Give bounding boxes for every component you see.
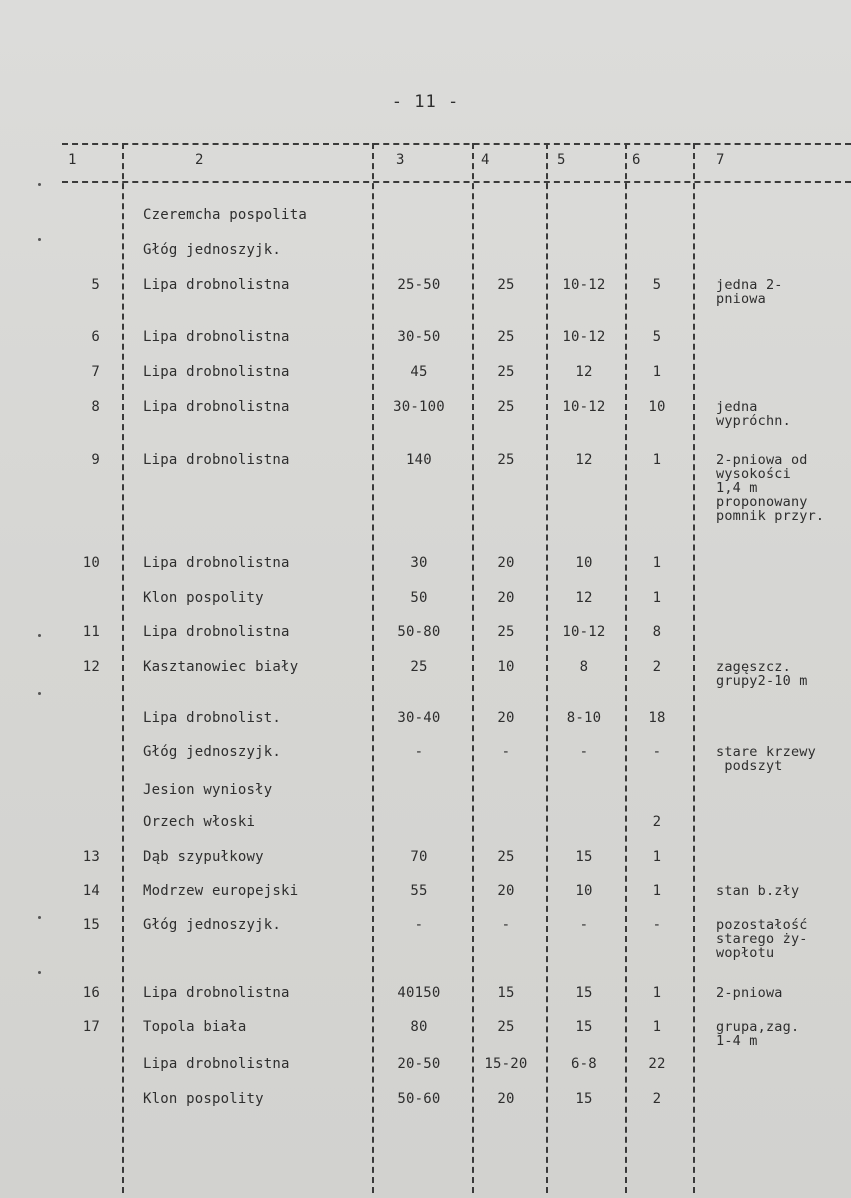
height: 10 [497, 659, 515, 675]
species-name: Głóg jednoszyjk. [143, 242, 282, 258]
crown: 12 [575, 452, 593, 468]
height: 20 [497, 883, 515, 899]
header-rule [62, 181, 851, 183]
height: 25 [497, 277, 515, 293]
circumference: 30 [410, 555, 428, 571]
circumference: 30-50 [397, 329, 441, 345]
crown: - [579, 744, 589, 760]
height: 20 [497, 555, 515, 571]
species-name: Lipa drobnolistna [143, 985, 290, 1001]
count: 1 [652, 555, 662, 571]
height: 15 [497, 985, 515, 1001]
count: - [652, 744, 662, 760]
remarks: pozostałość starego ży- wopłotu [716, 917, 808, 961]
col-1-header: 1 [68, 152, 77, 168]
column-divider [372, 143, 374, 1193]
crown: 12 [575, 590, 593, 606]
row-number: 16 [82, 985, 100, 1001]
row-number: 6 [91, 329, 100, 345]
row-number: 13 [82, 849, 100, 865]
circumference: - [414, 744, 424, 760]
crown: - [579, 917, 589, 933]
circumference: - [414, 917, 424, 933]
species-name: Dąb szypułkowy [143, 849, 264, 865]
remarks: 2-pniowa [716, 985, 783, 1001]
row-number: 10 [82, 555, 100, 571]
crown: 8-10 [566, 710, 602, 726]
count: 1 [652, 985, 662, 1001]
remarks: zagęszcz. grupy2-10 m [716, 659, 808, 689]
col-6-header: 6 [632, 152, 641, 168]
crown: 12 [575, 364, 593, 380]
count: - [652, 917, 662, 933]
height: 15-20 [484, 1056, 528, 1072]
species-name: Lipa drobnolistna [143, 624, 290, 640]
column-divider [546, 143, 548, 1193]
crown: 10-12 [562, 277, 606, 293]
species-name: Modrzew europejski [143, 883, 299, 899]
count: 10 [648, 399, 666, 415]
species-name: Lipa drobnolistna [143, 329, 290, 345]
species-name: Lipa drobnolistna [143, 364, 290, 380]
margin-mark [38, 183, 41, 186]
remarks: stan b.zły [716, 883, 800, 899]
crown: 8 [579, 659, 589, 675]
crown: 15 [575, 849, 593, 865]
count: 1 [652, 452, 662, 468]
count: 2 [652, 659, 662, 675]
row-number: 8 [91, 399, 100, 415]
margin-mark [38, 238, 41, 241]
height: 20 [497, 590, 515, 606]
count: 1 [652, 849, 662, 865]
row-number: 5 [91, 277, 100, 293]
top-rule [62, 143, 851, 145]
circumference: 25-50 [397, 277, 441, 293]
species-name: Lipa drobnolistna [143, 555, 290, 571]
row-number: 12 [82, 659, 100, 675]
species-name: Lipa drobnolistna [143, 399, 290, 415]
circumference: 20-50 [397, 1056, 441, 1072]
col-5-header: 5 [557, 152, 566, 168]
height: 25 [497, 624, 515, 640]
circumference: 40150 [397, 985, 441, 1001]
column-divider [122, 143, 124, 1193]
height: 25 [497, 452, 515, 468]
row-number: 15 [82, 917, 100, 933]
count: 5 [652, 277, 662, 293]
row-number: 7 [91, 364, 100, 380]
species-name: Jesion wyniosły [143, 782, 273, 798]
height: - [501, 917, 511, 933]
crown: 15 [575, 1091, 593, 1107]
species-name: Lipa drobnolistna [143, 277, 290, 293]
column-divider [472, 143, 474, 1193]
row-number: 11 [82, 624, 100, 640]
crown: 10-12 [562, 624, 606, 640]
row-number: 9 [91, 452, 100, 468]
count: 2 [652, 1091, 662, 1107]
col-7-header: 7 [716, 152, 725, 168]
remarks: jedna wypróchn. [716, 399, 791, 429]
col-3-header: 3 [396, 152, 405, 168]
circumference: 80 [410, 1019, 428, 1035]
circumference: 50 [410, 590, 428, 606]
species-name: Kasztanowiec biały [143, 659, 299, 675]
count: 2 [652, 814, 662, 830]
remarks: 2-pniowa od wysokości 1,4 m proponowany pomnik przyr. [716, 452, 825, 524]
count: 22 [648, 1056, 666, 1072]
species-name: Klon pospolity [143, 590, 264, 606]
species-name: Klon pospolity [143, 1091, 264, 1107]
margin-mark [38, 971, 41, 974]
circumference: 70 [410, 849, 428, 865]
margin-mark [38, 916, 41, 919]
crown: 10-12 [562, 329, 606, 345]
crown: 15 [575, 1019, 593, 1035]
count: 18 [648, 710, 666, 726]
crown: 6-8 [571, 1056, 597, 1072]
margin-mark [38, 692, 41, 695]
remarks: jedna 2- pniowa [716, 277, 783, 307]
count: 1 [652, 590, 662, 606]
row-number: 17 [82, 1019, 100, 1035]
circumference: 30-40 [397, 710, 441, 726]
height: 20 [497, 1091, 515, 1107]
crown: 10-12 [562, 399, 606, 415]
column-divider [693, 143, 695, 1193]
count: 5 [652, 329, 662, 345]
circumference: 140 [406, 452, 432, 468]
row-number: 14 [82, 883, 100, 899]
col-4-header: 4 [481, 152, 490, 168]
height: 25 [497, 329, 515, 345]
count: 8 [652, 624, 662, 640]
species-name: Głóg jednoszyjk. [143, 917, 282, 933]
count: 1 [652, 364, 662, 380]
species-name: Lipa drobnolistna [143, 452, 290, 468]
crown: 10 [575, 883, 593, 899]
circumference: 45 [410, 364, 428, 380]
circumference: 50-80 [397, 624, 441, 640]
species-name: Czeremcha pospolita [143, 207, 307, 223]
count: 1 [652, 883, 662, 899]
remarks: stare krzewy podszyt [716, 744, 816, 774]
height: 25 [497, 399, 515, 415]
species-name: Lipa drobnolist. [143, 710, 282, 726]
margin-mark [38, 634, 41, 637]
height: 20 [497, 710, 515, 726]
species-name: Lipa drobnolistna [143, 1056, 290, 1072]
species-name: Głóg jednoszyjk. [143, 744, 282, 760]
count: 1 [652, 1019, 662, 1035]
height: 25 [497, 1019, 515, 1035]
crown: 15 [575, 985, 593, 1001]
height: - [501, 744, 511, 760]
crown: 10 [575, 555, 593, 571]
circumference: 50-60 [397, 1091, 441, 1107]
circumference: 30-100 [393, 399, 445, 415]
species-name: Topola biała [143, 1019, 247, 1035]
col-2-header: 2 [195, 152, 204, 168]
circumference: 25 [410, 659, 428, 675]
height: 25 [497, 849, 515, 865]
species-name: Orzech włoski [143, 814, 256, 830]
circumference: 55 [410, 883, 428, 899]
remarks: grupa,zag. 1-4 m [716, 1019, 800, 1049]
height: 25 [497, 364, 515, 380]
column-divider [625, 143, 627, 1193]
page-number: - 11 - [391, 92, 460, 112]
